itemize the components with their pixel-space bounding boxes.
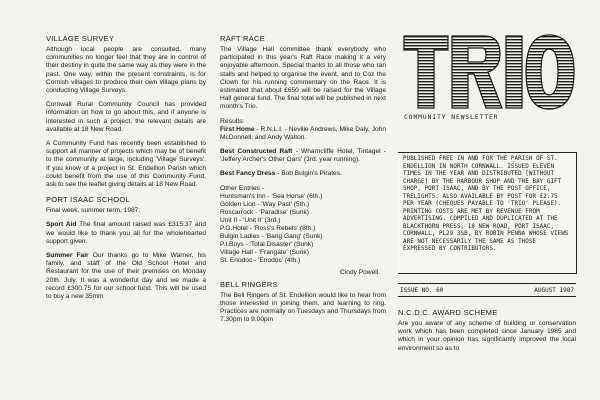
- other-entries-label: Other Entries -: [220, 184, 265, 192]
- ncdc-paragraph: Are you aware of any scheme of building or conservation work which has been completed since January 1985 and which in your opinion has significantly improved the local environment so as to: [398, 320, 576, 352]
- best-constructed-lead: Best Constructed Raft: [220, 148, 293, 156]
- list-item: Huntsman's Inn - 'Sea Horse' (6th.): [220, 192, 323, 200]
- ncdc-heading: N.C.D.C. AWARD SCHEME: [398, 308, 498, 317]
- list-item: Village Hall - 'Frangate' (Sunk): [220, 248, 309, 256]
- results-label: Results:: [220, 117, 245, 125]
- column-right-lower: [398, 304, 576, 359]
- sport-aid-text: The final amount raised was £315.37 and we would like to thank you all for the wholehearted support given.: [46, 221, 206, 245]
- bell-ringers-paragraph: The Bell Ringers of St. Endellion would like to hear from those interested in joining them, and learning to ring. Practices are normally on Tuesdays and Thursdays from 7.30pm to 9.00pm: [220, 291, 386, 324]
- column-left: [46, 30, 206, 307]
- first-home-paragraph: [220, 126, 386, 142]
- publication-info-box: [398, 152, 577, 274]
- publication-info-text: PUBLISHED FREE IN AND FOR THE PARISH OF ST. ENDELLION IN NORTH CORNWALL. ISSUED ELEVEN TIMES IN THE YEAR AND DISTRIBUTED [WITHOUT CHARGE] BY THE HARBOUR SHOP AND THE BAY GIFT SHOP, PORT ISAAC, AND BY THE POST OFFICE, TRELIGHTS. ALSO AVAILABLE BY POST FOR £2.75 PER YEAR (CHEQUES PAYABLE TO 'TRIO' PLEASE). PRINTING COSTS ARE MET BY REVENUE FROM ADVERTISING. COMPILED AND DUPLICATED AT THE BLACKTHORN PRESS, 18 NEW ROAD, PORT ISAAC, CORNWALL, PL29 3SB, BY ROBIN PENNA WHOSE VIEWS ARE NOT NECESSARILY THE SAME AS THOSE EXPRESSED BY CONTRIBUTORS.: [403, 156, 569, 252]
- list-item: P.G.Hotel - 'Ross's Rebels' (8th.): [220, 224, 316, 232]
- sport-aid-paragraph: [46, 221, 206, 246]
- village-survey-heading: VILLAGE SURVEY: [46, 34, 115, 43]
- school-heading: PORT ISAAC SCHOOL: [46, 195, 131, 205]
- village-survey-paragraph-3: A Community Fund has recently been established to support all manner of projects which may be of benefit to the community at large, including 'Village Surveys'. If you know of a project in St. Endellion Parish which could benefit from the use of this Community Fund, ask to see the leaflet giving details at 18 New Road.: [46, 140, 206, 189]
- issue-date: AUGUST 1987: [534, 286, 574, 294]
- summer-fair-paragraph: [46, 252, 206, 301]
- masthead-subtitle: COMMUNITY NEWSLETTER: [404, 114, 499, 121]
- issue-bar: [398, 283, 576, 297]
- raft-race-heading: RAFT RACE: [220, 34, 266, 43]
- list-item: Roscarrock - 'Paradise' (Sunk): [220, 208, 309, 216]
- best-fancy-lead: Best Fancy Dress: [220, 170, 276, 178]
- best-constructed-text: - Wharncliffe Hotel, Tintagel - 'Jeffery Archer's Other Oars' (3rd. year running).: [220, 148, 387, 164]
- entries-list: [220, 193, 386, 265]
- first-home-lead: First Home: [220, 125, 255, 133]
- list-item: Bulgin Ladies - 'Bang Gang' (Sunk): [220, 232, 323, 240]
- summer-fair-lead: Summer Fair: [46, 252, 89, 260]
- best-fancy-text: - Bob Bulgin's Pirates.: [275, 170, 342, 178]
- village-survey-paragraph-1: Although local people are consulted, many communities no longer feel that they are in control of their destiny in quite the same way as they were in the past. One way, within the present constraints, is for Cornish villages to produce their own village plans by conducting Village Surveys.: [46, 46, 206, 95]
- sport-aid-lead: Sport Aid: [46, 221, 77, 229]
- list-item: St. Enodoc - 'Enodoc' (4th.): [220, 256, 301, 264]
- first-home-text: - R.N.L.I. - Neville Andrews, Mike Daly, John McDonnell, and Andy Walton.: [220, 125, 386, 141]
- village-survey-paragraph-2: Cornwall Rural Community Council has provided information on how to go about this, and if anyone is interested in such a project, the relevant details are available at 18 New Road.: [46, 101, 206, 133]
- column-middle: [220, 30, 386, 330]
- list-item: Unit II - 'Unit II' (3rd.): [220, 216, 281, 224]
- raft-race-paragraph: The Village Hall committee thank everybody who participated in this year's Raft Race making it a very enjoyable afternoon. Special thanks to all those who ran stalls and helped to organise the event, and to Coz the Clown for his running commentary on the Race. It is estimated that about £650 will be raised for the Village Hall general fund. The final total will be published in next month's Trio.: [220, 46, 386, 111]
- issue-number: ISSUE NO. 60: [400, 286, 444, 294]
- best-fancy-paragraph: [220, 170, 386, 178]
- masthead: [400, 30, 576, 130]
- raft-race-signature: Cindy Powell.: [340, 268, 380, 276]
- summer-fair-text: Our thanks go to Mike Warner, his family, and staff of the Old School Hotel and Restaurant for the use of their premises on Monday 20th. July. It was a wonderful day and we made a record £300.75 for our school fund. This will be used to buy a new 35mm: [46, 252, 206, 301]
- school-intro: Final week, summer term, 1987:: [46, 207, 141, 215]
- bell-ringers-heading: BELL RINGERS: [220, 279, 278, 289]
- list-item: P.I.Boys - 'Total Disaster' (Sunk): [220, 240, 314, 248]
- best-constructed-paragraph: [220, 148, 386, 164]
- list-item: Golden Lion - 'Way Past' (5th.): [220, 200, 310, 208]
